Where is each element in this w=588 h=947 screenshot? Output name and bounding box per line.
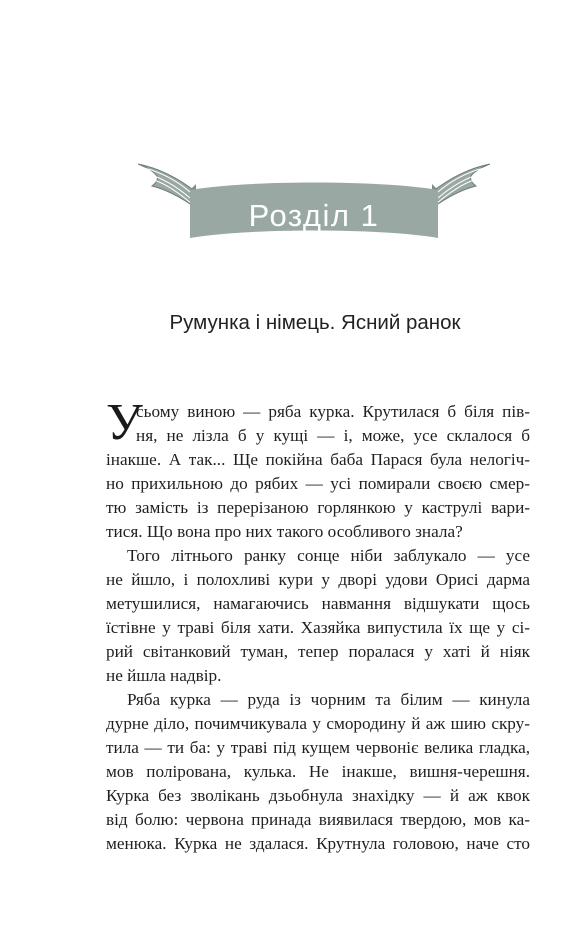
chapter-subtitle: Румунка і німець. Ясний ранок: [169, 311, 461, 334]
text-line: метушилися, намагаючись навмання відшукати щось: [106, 594, 530, 613]
text-line: Ряба курка — руда із чорним та білим — кинула: [127, 690, 530, 709]
text-line: ня, не лізла б у кущі — і, може, усе склалося б: [136, 426, 530, 445]
text-line: но прихильною до рябих — усі помирали своєю смер-: [106, 474, 530, 493]
text-line: Курка без зволікань дзьобнула знахідку — й аж квок: [106, 786, 530, 805]
text-line: Того літнього ранку сонце ніби заблукало — усе: [127, 546, 530, 565]
drop-cap: У: [106, 394, 143, 451]
text-line: інакше. А так... Ще покійна баба Парася була нелогіч-: [106, 450, 530, 469]
text-line: мов полірована, кулька. Не інакше, вишня-черешня.: [106, 762, 530, 781]
text-line: їстівне у траві біля хати. Хазяйка випустила їх ще у сі-: [106, 618, 530, 637]
text-line: тю замість із перерізаною горлянкою у каструлі вари-: [106, 498, 530, 517]
text-line: дурне діло, почимчикувала у смородину й аж шию скру-: [106, 714, 530, 733]
text-line: від болю: червона принада виявилася твердою, мов ка-: [106, 810, 530, 829]
chapter-title: Розділ 1: [248, 198, 380, 233]
text-line: тися. Що вона про них такого особливого знала?: [106, 522, 463, 541]
text-line: менюка. Курка не здалася. Крутнула головою, наче сто: [106, 834, 530, 853]
text-line: тила — ти ба: у траві під кущем червоніє велика гладка,: [106, 738, 530, 757]
text-line: сьому виною — ряба курка. Крутилася б біля пів-: [136, 402, 530, 421]
text-line: рий світанковий туман, тепер поралася у хаті й ніяк: [106, 642, 530, 661]
body-text: [106, 394, 530, 856]
text-line: не йшла надвір.: [106, 666, 222, 685]
text-line: не йшло, і полохливі кури у дворі удови Орисі дарма: [106, 570, 530, 589]
